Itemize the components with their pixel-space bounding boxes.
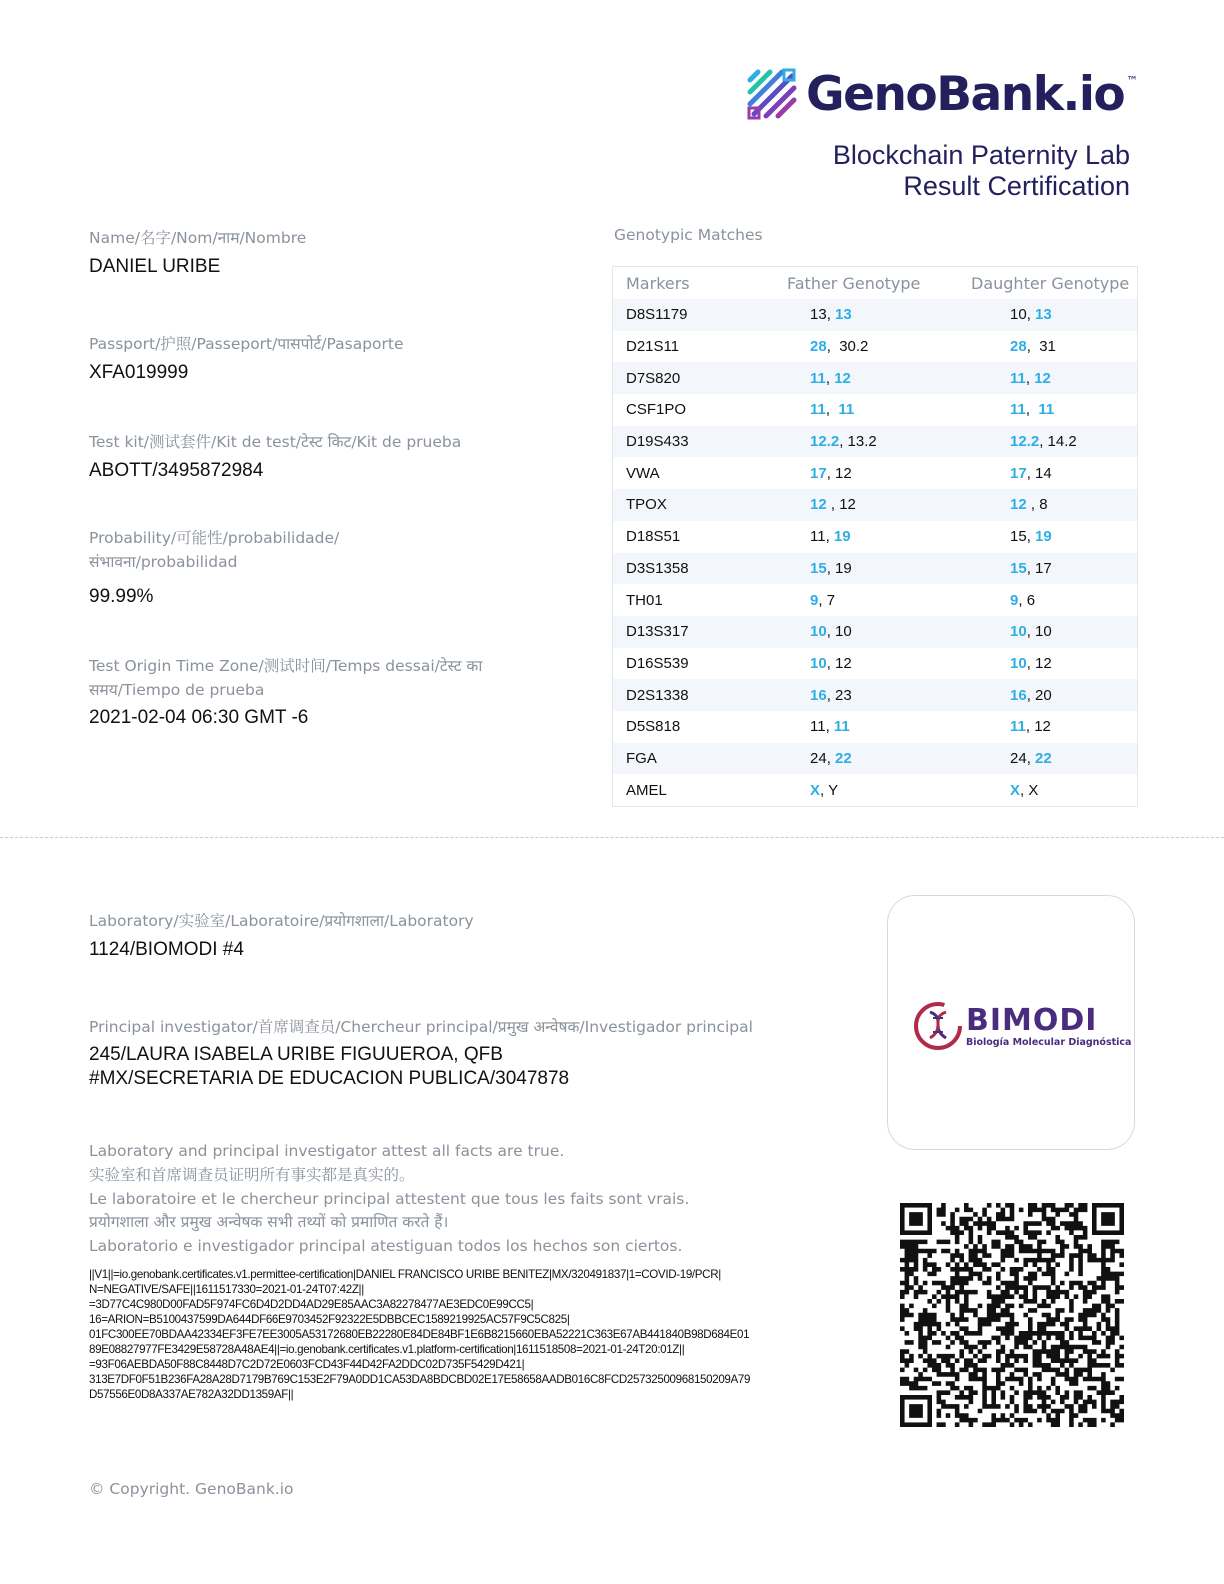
allele: X	[1010, 781, 1021, 799]
allele: 12	[839, 496, 856, 514]
daughter-genotype	[951, 528, 1137, 545]
allele-separator: ,	[826, 496, 840, 514]
marker-name: D3S1358	[626, 559, 689, 577]
allele: 10	[1035, 623, 1052, 641]
qr-finder-pattern	[902, 1205, 929, 1232]
allele: 14	[1035, 464, 1052, 482]
allele: 11	[1010, 369, 1026, 387]
allele-separator: ,	[1026, 306, 1036, 324]
allele: 31	[1039, 338, 1056, 356]
allele: 12	[1034, 369, 1051, 387]
probability-label-line2: संभावना/probabilidad	[89, 553, 238, 571]
allele: 24	[810, 749, 827, 767]
allele: 24	[1010, 749, 1027, 767]
hash-line: 313E7DF0F51B236FA28A28D7179B769C153E2F79A0DD1CA53DA8BDCBD02E17E58658AADB016C8FCD25732500968150209A79	[89, 1373, 751, 1386]
hash-line: 01FC300EE70BDAA42334EF3FE7EE3005A53172680EB22280E84DE84BF1E6B8215660EBA52221C363E67AB441840B98D684E01	[89, 1328, 750, 1341]
allele-separator: ,	[1026, 528, 1036, 546]
daughter-genotype	[951, 592, 1137, 609]
trademark-symbol: ™	[1126, 74, 1139, 88]
allele: 15	[1010, 528, 1027, 546]
allele: 11	[810, 718, 826, 736]
allele: 16	[1010, 686, 1027, 704]
father-genotype	[763, 465, 951, 482]
attestation-text	[89, 1140, 689, 1259]
allele-separator: ,	[825, 528, 834, 546]
allele-separator: ,	[1025, 401, 1039, 419]
header-daughter: Daughter Genotype	[971, 273, 1130, 293]
genotype-table-body	[613, 299, 1137, 806]
father-genotype	[763, 433, 951, 450]
allele: Y	[828, 781, 839, 799]
allele: 22	[835, 749, 852, 767]
marker-name: FGA	[626, 749, 657, 767]
allele: 20	[1035, 686, 1052, 704]
attestation-line: प्रयोगशाला और प्रमुख अन्वेषक सभी तथ्यों को प्रमाणित करते हैं।	[89, 1213, 449, 1232]
testkit-value: ABOTT/3495872984	[89, 460, 264, 481]
allele-separator: ,	[1020, 781, 1029, 799]
pi-value	[89, 1043, 569, 1091]
genobank-logo	[746, 67, 1139, 122]
father-genotype	[763, 655, 951, 672]
allele: 9	[1010, 591, 1019, 609]
allele-separator: ,	[826, 686, 836, 704]
allele: 10	[810, 654, 827, 672]
marker-name: D21S11	[626, 338, 680, 356]
genotype-row	[613, 553, 1137, 585]
allele: 12.2	[1010, 433, 1040, 451]
hash-line: =3D77C4C980D00FAD5F974FC6D4D2DD4AD29E85AAC3A82278477AE3EDC0E99CC5|	[89, 1298, 534, 1311]
allele-separator: ,	[1018, 591, 1027, 609]
qr-modules	[900, 1203, 1124, 1427]
pi-value-line1: 245/LAURA ISABELA URIBE FIGUUEROA, QFB	[89, 1044, 503, 1065]
passport-value: XFA019999	[89, 362, 189, 383]
hash-line: =93F06AEBDA50F88C8448D7C2D72E0603FCD43F44D42FA2DDC02D735F5429D421|	[89, 1358, 525, 1371]
father-genotype	[763, 687, 951, 704]
attestation-line: Laboratory and principal investigator attest all facts are true.	[89, 1142, 565, 1160]
header-father: Father Genotype	[787, 273, 921, 293]
qr-code[interactable]	[900, 1203, 1124, 1427]
allele-separator: ,	[1025, 369, 1035, 387]
genotype-title: Genotypic Matches	[614, 226, 763, 244]
genotype-row	[613, 584, 1137, 616]
allele-separator: ,	[1026, 686, 1036, 704]
attestation-line: Laboratorio e investigador principal atestiguan todos los hechos son ciertos.	[89, 1237, 683, 1256]
attestation-line: Le laboratoire et le chercheur principal attestent que tous les faits sont vrais.	[89, 1189, 690, 1208]
document-title	[833, 140, 1130, 202]
allele-separator: ,	[826, 623, 836, 641]
genotype-row	[613, 521, 1137, 553]
bimodi-subtitle: Biología Molecular Diagnóstica	[966, 1036, 1132, 1048]
hash-line: ||V1||=io.genobank.certificates.v1.permittee-certification|DANIEL FRANCISCO URIBE BENITEZ|MX/320491837|1=COVID-19/PCR|	[89, 1268, 721, 1281]
allele-separator: ,	[1026, 559, 1036, 577]
attestation-line: 实验室和首席调查员证明所有事实都是真实的。	[89, 1165, 415, 1184]
marker-name: D7S820	[626, 369, 681, 387]
allele-separator: ,	[818, 591, 827, 609]
marker-name: TH01	[626, 591, 663, 609]
allele: 19	[835, 559, 852, 577]
allele: 11	[1010, 718, 1026, 736]
allele-separator: ,	[825, 369, 835, 387]
daughter-genotype	[951, 306, 1137, 323]
time-label-line2: समय/Tiempo de prueba	[89, 681, 265, 699]
daughter-genotype	[951, 718, 1137, 735]
allele: 11	[838, 401, 855, 419]
pi-label: Principal investigator/首席调查员/Chercheur principal/प्रमुख अन्वेषक/Investigador principal	[89, 1018, 753, 1036]
allele: 12	[1034, 718, 1051, 736]
daughter-genotype	[951, 687, 1137, 704]
genotype-row	[613, 774, 1137, 806]
allele-separator: ,	[826, 338, 840, 356]
daughter-genotype	[951, 401, 1137, 418]
daughter-genotype	[951, 496, 1137, 513]
genotype-row	[613, 362, 1137, 394]
probability-value: 99.99%	[89, 586, 154, 607]
allele-separator: ,	[820, 781, 829, 799]
father-genotype	[763, 560, 951, 577]
daughter-genotype	[951, 623, 1137, 640]
allele: 9	[810, 591, 819, 609]
allele: 11	[833, 718, 850, 736]
daughter-genotype	[951, 370, 1137, 387]
genotype-row	[613, 394, 1137, 426]
genotype-row	[613, 743, 1137, 775]
allele: 22	[1035, 749, 1052, 767]
daughter-genotype	[951, 750, 1137, 767]
daughter-genotype	[951, 433, 1137, 450]
allele: 28	[810, 338, 827, 356]
allele: 30.2	[839, 338, 869, 356]
father-genotype	[763, 528, 951, 545]
father-genotype	[763, 401, 951, 418]
allele: 12	[1010, 496, 1027, 514]
copyright: © Copyright. GenoBank.io	[89, 1480, 294, 1498]
allele-separator: ,	[1026, 654, 1036, 672]
hash-line: D57556E0D8A337AE782A32DD1359AF||	[89, 1388, 294, 1401]
qr-finder-pattern	[1094, 1205, 1121, 1232]
allele: 12	[835, 464, 852, 482]
allele: 23	[835, 686, 852, 704]
marker-name: VWA	[626, 464, 660, 482]
qr-finder-pattern	[902, 1397, 929, 1424]
allele-separator: ,	[1026, 496, 1040, 514]
allele: 10	[835, 623, 852, 641]
father-genotype	[763, 718, 951, 735]
allele: X	[1028, 781, 1039, 799]
allele: 16	[810, 686, 827, 704]
genobank-logo-icon	[746, 68, 800, 122]
lab-logo-card	[887, 895, 1135, 1150]
genotype-table	[612, 266, 1138, 807]
allele: 8	[1039, 496, 1048, 514]
bimodi-name: BIMODI	[966, 1002, 1098, 1038]
allele: 12.2	[810, 433, 840, 451]
father-genotype	[763, 306, 951, 323]
allele: 12	[834, 369, 851, 387]
allele: 12	[1035, 654, 1052, 672]
allele: 13	[835, 306, 852, 324]
daughter-genotype	[951, 338, 1137, 355]
section-divider	[0, 837, 1224, 838]
daughter-genotype	[951, 782, 1137, 799]
genotype-row	[613, 489, 1137, 521]
marker-name: D13S317	[626, 623, 689, 641]
probability-label	[89, 526, 339, 574]
allele: 11	[810, 401, 826, 419]
allele-separator: ,	[826, 559, 836, 577]
father-genotype	[763, 623, 951, 640]
title-line-1: Blockchain Paternity Lab	[832, 140, 1130, 170]
allele: 15	[810, 559, 827, 577]
genotype-row	[613, 648, 1137, 680]
allele: 11	[810, 528, 826, 546]
allele: 10	[1010, 306, 1027, 324]
father-genotype	[763, 592, 951, 609]
marker-name: D19S433	[626, 433, 689, 451]
allele-separator: ,	[1026, 749, 1036, 767]
genotype-table-header	[613, 267, 1137, 299]
name-value: DANIEL URIBE	[89, 256, 221, 277]
time-label	[89, 654, 482, 702]
lab-label: Laboratory/实验室/Laboratoire/प्रयोगशाला/Laboratory	[89, 912, 474, 930]
marker-name: CSF1PO	[626, 401, 687, 419]
allele: 11	[810, 369, 826, 387]
genotype-row	[613, 711, 1137, 743]
allele: 11	[1010, 401, 1026, 419]
allele: 28	[1010, 338, 1027, 356]
genotype-row	[613, 616, 1137, 648]
allele: 12	[835, 654, 852, 672]
allele: 11	[1038, 401, 1055, 419]
allele: 13	[1035, 306, 1052, 324]
allele: 17	[810, 464, 827, 482]
allele: 13.2	[847, 433, 877, 451]
father-genotype	[763, 338, 951, 355]
allele-separator: ,	[1026, 623, 1036, 641]
header-markers: Markers	[626, 273, 690, 293]
marker-name: D18S51	[626, 528, 681, 546]
time-label-line1: Test Origin Time Zone/测试时间/Temps dessai/टेस्ट का	[89, 657, 483, 675]
allele-separator: ,	[825, 401, 839, 419]
allele: 19	[1035, 528, 1052, 546]
father-genotype	[763, 782, 951, 799]
allele-separator: ,	[826, 306, 836, 324]
lab-value: 1124/BIOMODI #4	[89, 939, 244, 960]
bimodi-logo	[910, 998, 1131, 1054]
genotype-row	[613, 331, 1137, 363]
name-label: Name/名字/Nom/नाम/Nombre	[89, 229, 307, 247]
marker-name: D5S818	[626, 718, 681, 736]
daughter-genotype	[951, 655, 1137, 672]
allele-separator: ,	[826, 654, 836, 672]
genotype-row	[613, 299, 1137, 331]
bimodi-text	[966, 1002, 1132, 1048]
daughter-genotype	[951, 465, 1137, 482]
dna-icon	[910, 998, 966, 1054]
allele: 14.2	[1047, 433, 1077, 451]
marker-name: D8S1179	[626, 306, 688, 324]
allele-separator: ,	[1025, 718, 1035, 736]
allele: 19	[833, 528, 851, 546]
daughter-genotype	[951, 560, 1137, 577]
allele-separator: ,	[1026, 338, 1040, 356]
testkit-label: Test kit/测试套件/Kit de test/टेस्ट किट/Kit de prueba	[89, 433, 462, 451]
genotype-row	[613, 426, 1137, 458]
passport-label: Passport/护照/Passeport/पासपोर्ट/Pasaporte	[89, 335, 404, 353]
hash-line: N=NEGATIVE/SAFE||1611517330=2021-01-24T07:42Z||	[89, 1283, 364, 1296]
genotype-row	[613, 457, 1137, 489]
allele: 13	[810, 306, 827, 324]
time-value: 2021-02-04 06:30 GMT -6	[89, 707, 309, 728]
pi-value-line2: #MX/SECRETARIA DE EDUCACION PUBLICA/3047878	[89, 1068, 570, 1089]
allele: 17	[1035, 559, 1052, 577]
marker-name: D16S539	[626, 654, 689, 672]
marker-name: AMEL	[626, 781, 667, 799]
allele: X	[810, 781, 821, 799]
father-genotype	[763, 496, 951, 513]
allele-separator: ,	[826, 464, 836, 482]
allele-separator: ,	[1026, 464, 1036, 482]
allele: 6	[1026, 591, 1036, 609]
allele-separator: ,	[825, 718, 834, 736]
hash-line: 16=ARION=B5100437599DA644DF66E9703452F92322E5DBBCEC1589219925AC57F9C5C825|	[89, 1313, 570, 1326]
marker-name: TPOX	[626, 496, 667, 514]
hash-line: 89E08827977FE3429E58728A48AE4||=io.genobank.certificates.v1.platform-certification|1611518508=2021-01-24T20:01Z||	[89, 1343, 685, 1356]
logo-text: GenoBank.io	[806, 67, 1125, 122]
father-genotype	[763, 750, 951, 767]
certificate-hash	[89, 1267, 829, 1402]
allele: 15	[1010, 559, 1027, 577]
marker-name: D2S1338	[626, 686, 689, 704]
probability-label-line1: Probability/可能性/probabilidade/	[89, 529, 340, 547]
allele-separator: ,	[826, 749, 836, 767]
allele-separator: ,	[839, 433, 848, 451]
allele: 10	[1010, 623, 1027, 641]
title-line-2: Result Certification	[903, 171, 1130, 201]
allele: 7	[826, 591, 836, 609]
allele: 17	[1010, 464, 1027, 482]
allele: 12	[810, 496, 827, 514]
father-genotype	[763, 370, 951, 387]
allele: 10	[1010, 654, 1027, 672]
allele: 10	[810, 623, 827, 641]
allele-separator: ,	[1039, 433, 1048, 451]
genotype-row	[613, 679, 1137, 711]
